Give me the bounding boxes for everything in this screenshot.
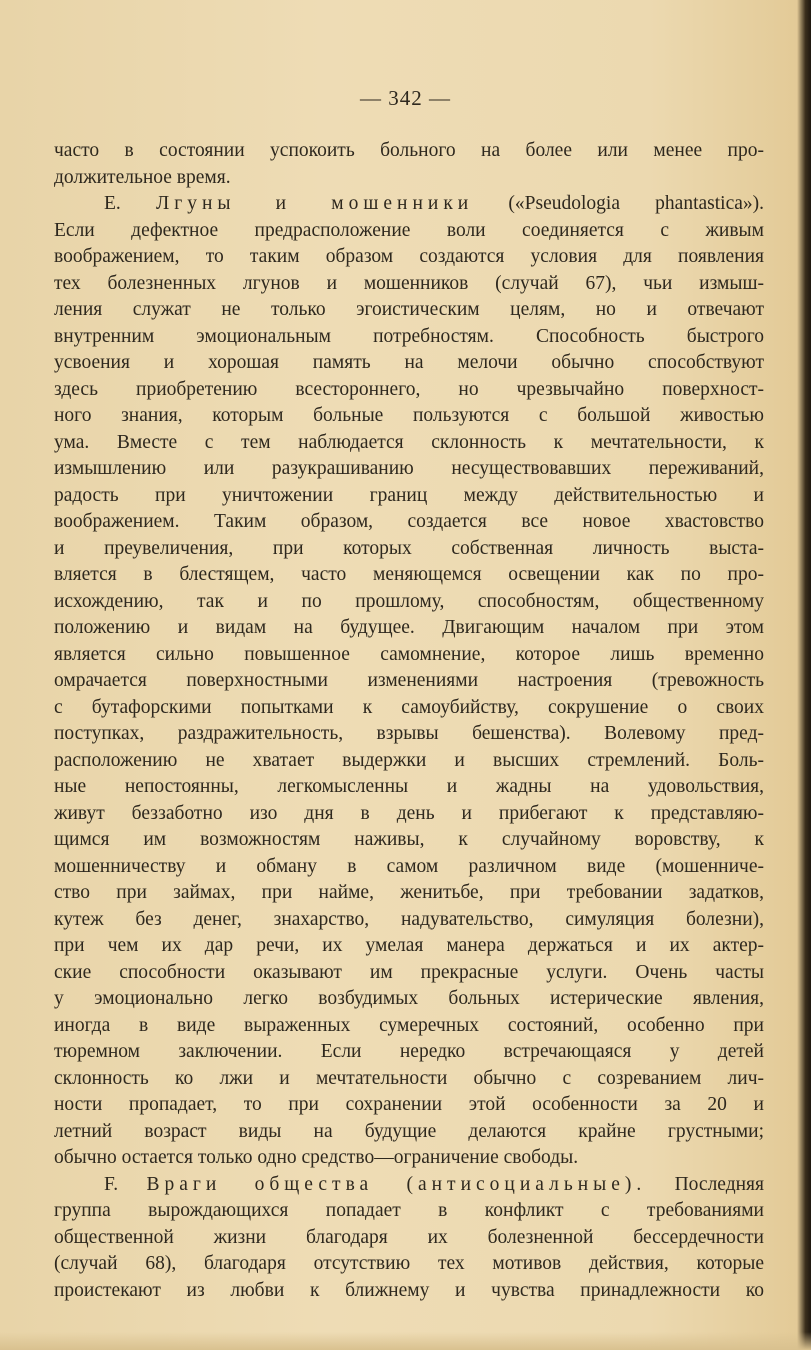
text-line: исхождению, так и по прошлому, способностям, общественному bbox=[54, 590, 764, 612]
text-line: воображением, то таким образом создаются условия для появления bbox=[54, 246, 764, 267]
text-line: является сильно повышенное самомнение, которое лишь временно bbox=[54, 643, 764, 665]
page-bottom-edge bbox=[0, 1332, 811, 1350]
text-line: ления служат не только эгоистическим целям, но и отвечают bbox=[54, 299, 764, 320]
text-line: ности пропадает, то при сохранении этой особенности за 20 и bbox=[54, 1094, 764, 1115]
text-line: часто в состоянии успокоить больного на более или менее про- bbox=[54, 140, 764, 161]
text-line: F. Враги общества (антисоциальные). Последняя bbox=[104, 1173, 764, 1195]
text-line: летний возраст виды на будущие делаются крайне грустными; bbox=[54, 1120, 764, 1142]
text-line: вляется в блестящем, часто меняющемся освещении как по про- bbox=[54, 564, 764, 585]
text-line: проистекают из любви к ближнему и чувства принадлежности ко bbox=[54, 1279, 764, 1301]
text-line: общественной жизни благодаря их болезненной бессердечности bbox=[54, 1226, 764, 1248]
text-line: кутеж без денег, знахарство, надувательство, симуляция болезни), bbox=[54, 908, 764, 930]
text-line: внутренним эмоциональным потребностям. Способность быстрого bbox=[54, 325, 764, 347]
page-text bbox=[54, 138, 764, 1304]
text-line: здесь приобретению всестороннего, но чрезвычайно поверхност- bbox=[54, 378, 764, 400]
text-line: радость при уничтожении границ между действительностью и bbox=[54, 484, 764, 506]
text-line: (случай 68), благодаря отсутствию тех мотивов действия, которые bbox=[54, 1253, 764, 1274]
text-line: склонность ко лжи и мечтательности обычно с созреванием лич- bbox=[54, 1067, 764, 1089]
text-line: ные непостоянны, легкомысленны и жадны на удовольствия, bbox=[54, 776, 764, 797]
spaced-heading: Враги общества (антисоциальные). bbox=[146, 1173, 647, 1195]
text-line: должительное время. bbox=[54, 166, 231, 188]
text-line: воображением. Таким образом, создается все новое хвастовство bbox=[54, 511, 764, 532]
text-line: живут беззаботно изо дня в день и прибегают к представляю- bbox=[54, 802, 764, 824]
text-line: мошенничеству и обману в самом различном виде (мошенниче- bbox=[54, 855, 764, 877]
text-line: ного знания, которым больные пользуются с большой живостью bbox=[54, 405, 764, 426]
text-line: положению и видам на будущее. Двигающим началом при этом bbox=[54, 617, 764, 638]
text-line: Если дефектное предрасположение воли соединяется с живым bbox=[54, 219, 764, 241]
text-line: поступках, раздражительность, взрывы бешенства). Волевому пред- bbox=[54, 723, 764, 744]
text-line: омрачается поверхностными изменениями настроения (тревожность bbox=[54, 670, 764, 691]
page-number: — 342 — bbox=[360, 86, 451, 110]
text-line: измышлению или разукрашиванию несуществовавших переживаний, bbox=[54, 458, 764, 479]
text-line: с бутафорскими попытками к самоубийству, сокрушение о своих bbox=[54, 696, 764, 718]
text-line: тех болезненных лгунов и мошенников (случай 67), чьи измыш- bbox=[54, 272, 764, 294]
text-line: группа вырождающихся попадает в конфликт с требованиями bbox=[54, 1200, 764, 1221]
text-line: обычно остается только одно средство—ограничение свободы. bbox=[54, 1147, 579, 1168]
book-binding-edge bbox=[797, 0, 811, 1350]
spaced-heading: Лгуны и мошенники bbox=[155, 193, 474, 214]
text-line: усвоения и хорошая память на мелочи обычно способствуют bbox=[54, 352, 764, 373]
text-line: E. Лгуны и мошенники («Pseudologia phantastica»). bbox=[104, 193, 764, 214]
text-line: ские способности оказывают им прекрасные услуги. Очень часты bbox=[54, 961, 764, 983]
text-line: тюремном заключении. Если нередко встречающаяся у детей bbox=[54, 1041, 764, 1062]
text-line: ума. Вместе с тем наблюдается склонность к мечтательности, к bbox=[54, 431, 764, 453]
text-line: ство при займах, при найме, женитьбе, при требовании задатков, bbox=[54, 882, 764, 903]
text-line: иногда в виде выраженных сумеречных состояний, особенно при bbox=[54, 1014, 764, 1036]
text-line: при чем их дар речи, их умелая манера держаться и их актер- bbox=[54, 935, 764, 956]
text-line: расположению не хватает выдержки и высших стремлений. Боль- bbox=[54, 749, 764, 771]
text-line: у эмоционально легко возбудимых больных истерические явления, bbox=[54, 988, 764, 1009]
text-line: и преувеличения, при которых собственная личность выста- bbox=[54, 537, 764, 559]
text-line: щимся им возможностям наживы, к случайному воровству, к bbox=[54, 829, 764, 850]
